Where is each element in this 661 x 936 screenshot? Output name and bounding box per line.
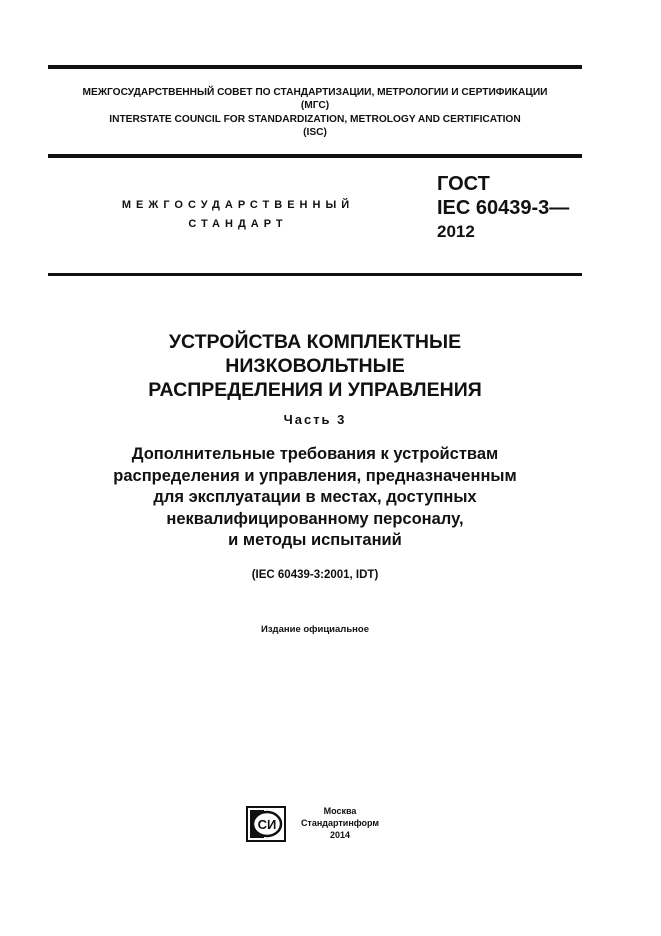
- iec-reference: (IEC 60439-3:2001, IDT): [251, 569, 379, 581]
- title-line: НИЗКОВОЛЬТНЫЕ: [225, 355, 405, 377]
- logo-text: СИ: [257, 817, 277, 832]
- imprint-year: 2014: [329, 830, 351, 840]
- imprint: [300, 805, 380, 841]
- standartinform-logo-icon: [246, 806, 286, 842]
- subtitle-line: распределения и управления, предназначенным: [113, 466, 517, 485]
- council-header: [48, 86, 582, 140]
- title-line: УСТРОЙСТВА КОМПЛЕКТНЫЕ: [168, 331, 462, 353]
- top-rule: [48, 65, 582, 69]
- part-label: Часть 3: [283, 412, 347, 427]
- document-subtitle: [48, 444, 582, 552]
- standard-type: [88, 196, 388, 234]
- document-title: [48, 330, 582, 402]
- subtitle-line: неквалифицированному персоналу,: [166, 509, 464, 528]
- council-name-ru: МЕЖГОСУДАРСТВЕННЫЙ СОВЕТ ПО СТАНДАРТИЗАЦИИ, МЕТРОЛОГИИ И СЕРТИФИКАЦИИ: [82, 87, 548, 98]
- subtitle-line: Дополнительные требования к устройствам: [131, 445, 499, 463]
- title-line: РАСПРЕДЕЛЕНИЯ И УПРАВЛЕНИЯ: [148, 379, 482, 401]
- imprint-publisher: Стандартинформ: [300, 818, 380, 828]
- council-abbr-ru: (МГС): [300, 100, 330, 112]
- council-name-en: INTERSTATE COUNCIL FOR STANDARDIZATION, METROLOGY AND CERTIFICATION: [109, 113, 521, 125]
- gost-year: 2012: [437, 222, 475, 241]
- standard-type-line1: МЕЖГОСУДАРСТВЕННЫЙ: [121, 199, 355, 211]
- council-abbr-en: (ISC): [303, 127, 327, 139]
- gost-label: ГОСТ: [437, 173, 490, 195]
- standard-type-line2: СТАНДАРТ: [188, 218, 288, 230]
- imprint-city: Москва: [323, 806, 357, 816]
- gost-number: IEC 60439-3—: [437, 197, 570, 219]
- designation-rule: [48, 273, 582, 276]
- subtitle-line: и методы испытаний: [228, 531, 402, 549]
- edition-note: Издание официальное: [261, 624, 369, 635]
- header-rule: [48, 154, 582, 158]
- subtitle-line: для эксплуатации в местах, доступных: [153, 488, 477, 506]
- gost-designation: [437, 174, 569, 240]
